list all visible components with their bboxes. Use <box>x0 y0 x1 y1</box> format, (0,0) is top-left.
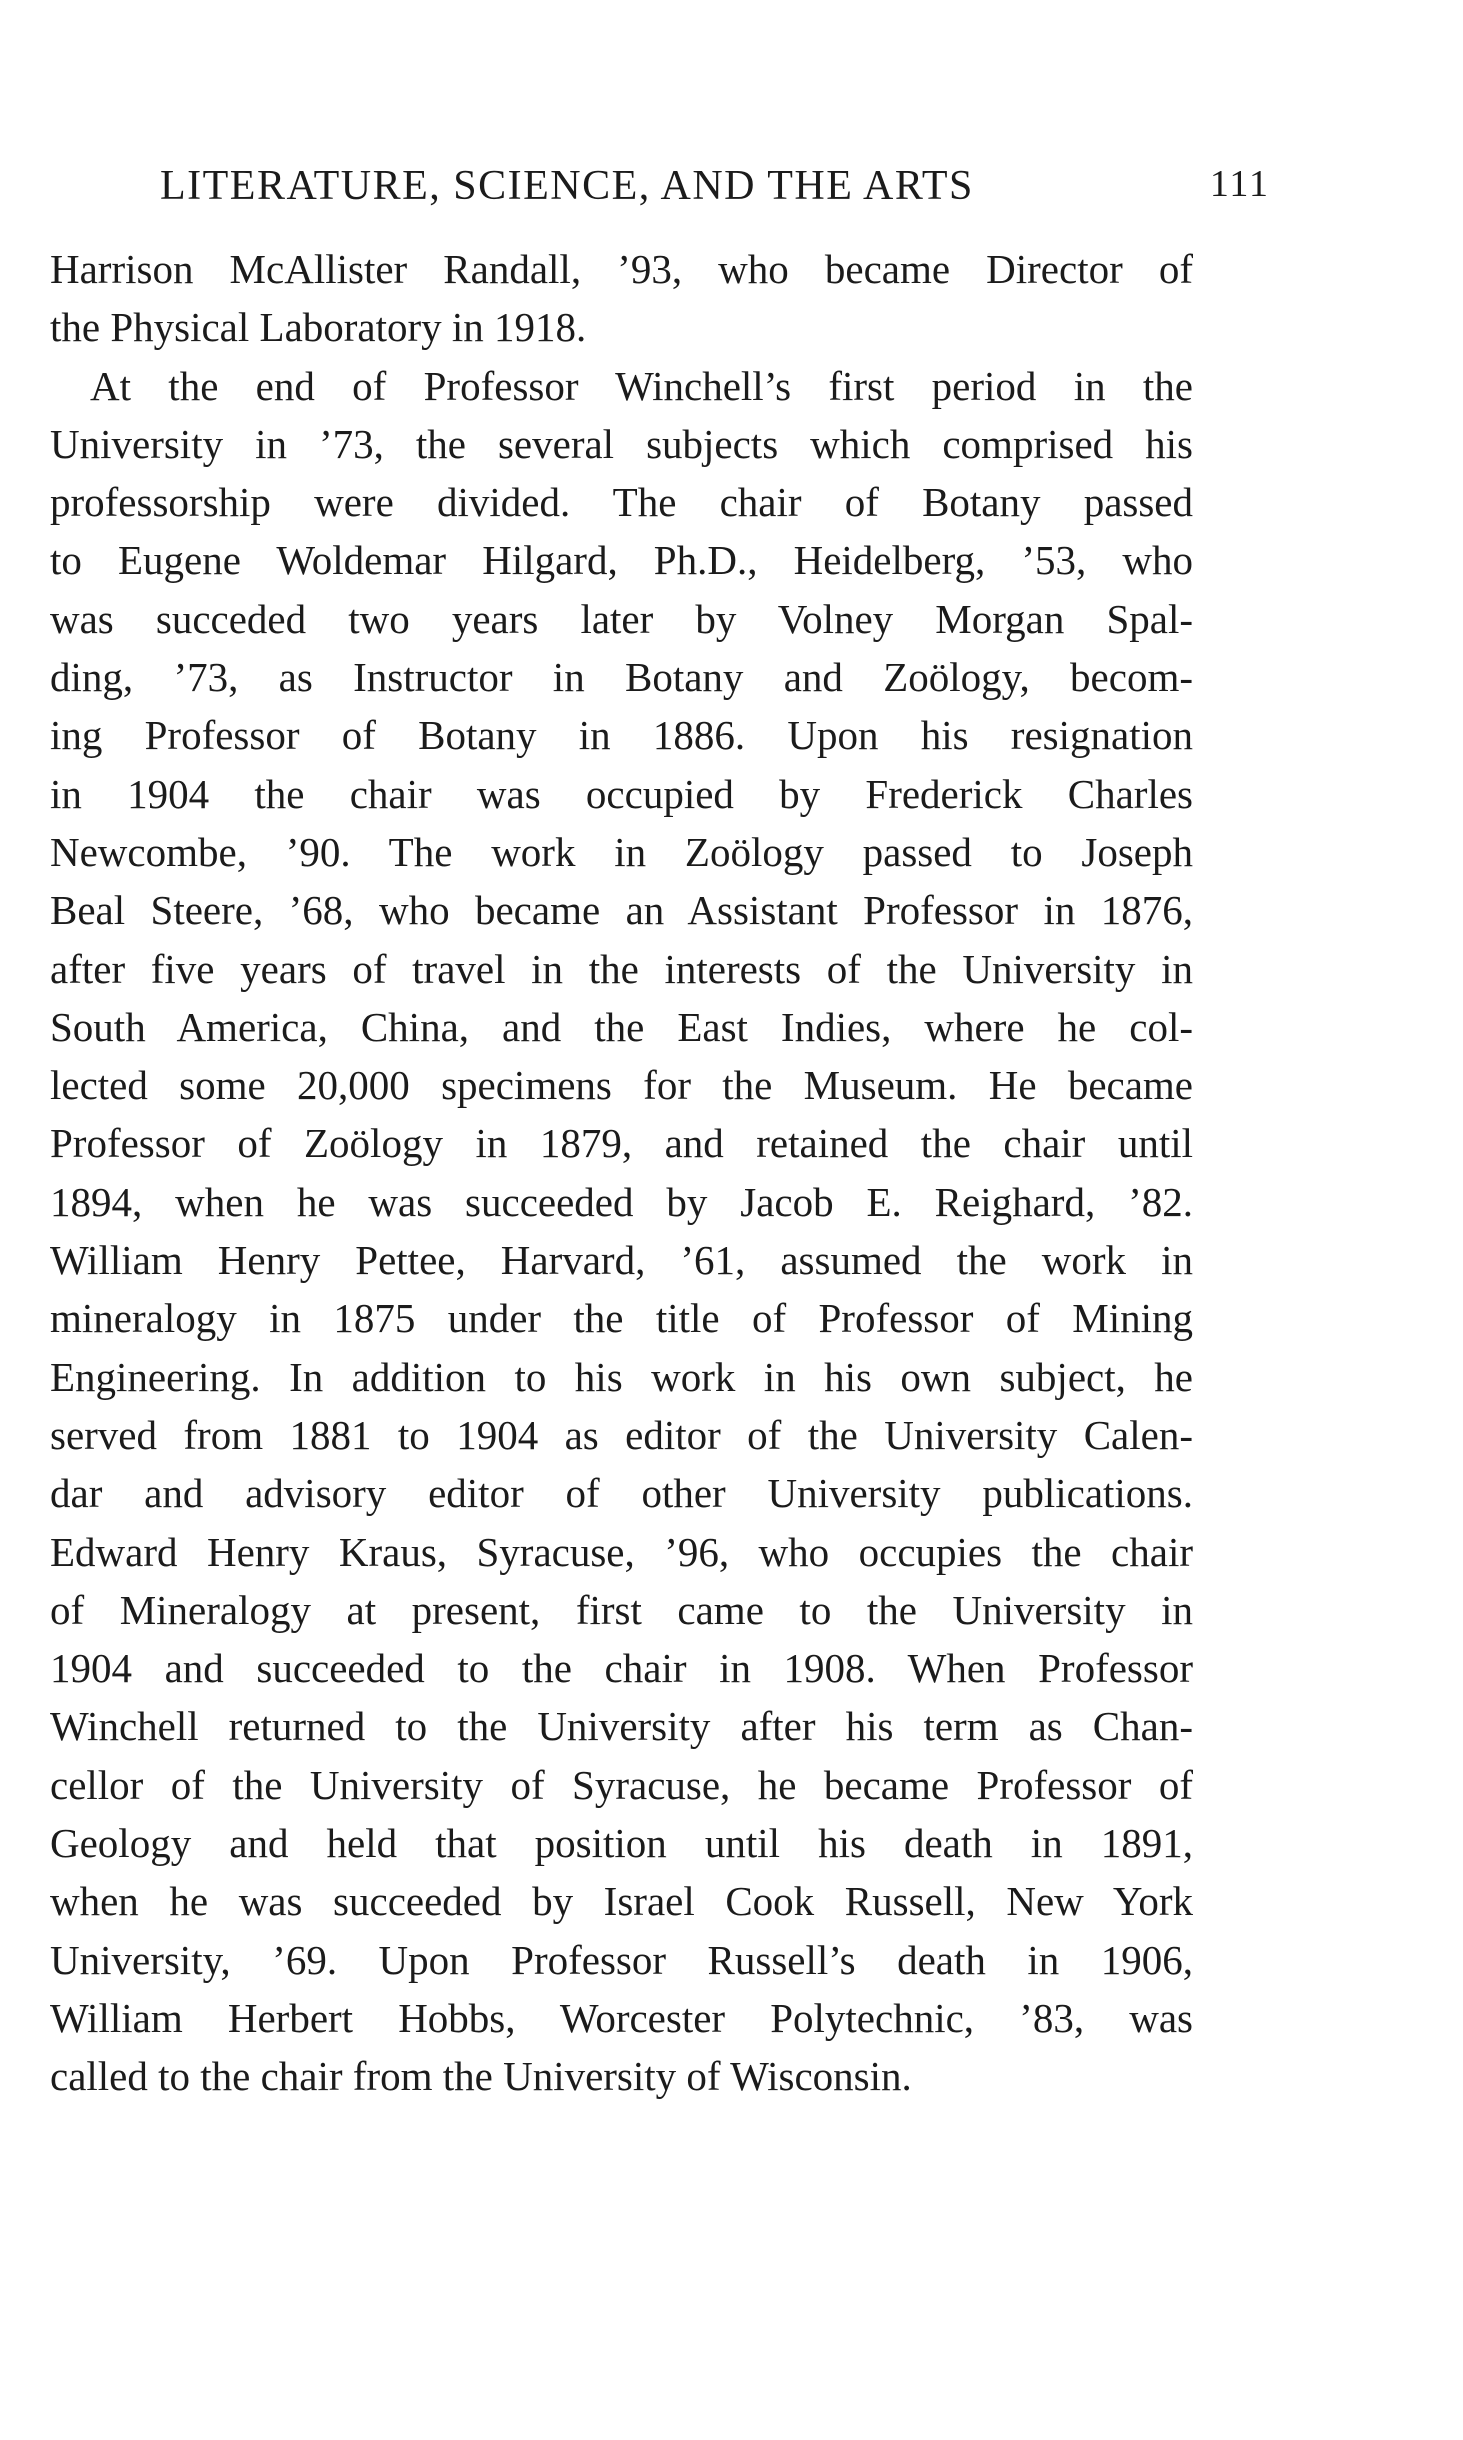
text-line: University, ’69. Upon Professor Russell’s death in 1906, <box>50 1936 1193 1983</box>
text-line: the Physical Laboratory in 1918. <box>50 304 587 351</box>
text-line: ing Professor of Botany in 1886. Upon his resignation <box>50 712 1193 759</box>
text-line: when he was succeeded by Israel Cook Russell, New York <box>50 1878 1193 1925</box>
text-line: Edward Henry Kraus, Syracuse, ’96, who occupies the chair <box>50 1528 1193 1575</box>
page-number: 111 <box>1209 163 1270 205</box>
text-line: was succeded two years later by Volney Morgan Spal- <box>50 595 1193 642</box>
text-line: South America, China, and the East Indies, where he col- <box>50 1003 1193 1050</box>
text-line: mineralogy in 1875 under the title of Professor of Mining <box>50 1295 1193 1342</box>
text-line: of Mineralogy at present, first came to the University in <box>50 1586 1193 1633</box>
text-line: dar and advisory editor of other University publications. <box>50 1470 1193 1517</box>
text-line: ding, ’73, as Instructor in Botany and Zoölogy, becom- <box>50 654 1193 701</box>
text-line: Newcombe, ’90. The work in Zoölogy passed to Joseph <box>50 828 1193 875</box>
text-line: professorship were divided. The chair of Botany passed <box>50 479 1193 526</box>
text-line: William Henry Pettee, Harvard, ’61, assumed the work in <box>50 1237 1193 1284</box>
text-line: lected some 20,000 specimens for the Museum. He became <box>50 1062 1193 1109</box>
text-line: Harrison McAllister Randall, ’93, who became Director of <box>50 246 1193 292</box>
text-line: At the end of Professor Winchell’s first period in the <box>90 362 1193 409</box>
text-line: called to the chair from the University of Wisconsin. <box>50 2053 912 2100</box>
text-line: in 1904 the chair was occupied by Frederick Charles <box>50 770 1193 817</box>
body-text <box>50 240 1193 2106</box>
text-line: Winchell returned to the University after his term as Chan- <box>50 1703 1193 1750</box>
text-line: University in ’73, the several subjects which comprised his <box>50 420 1193 467</box>
text-line: Beal Steere, ’68, who became an Assistant Professor in 1876, <box>50 887 1193 934</box>
text-line: Professor of Zoölogy in 1879, and retained the chair until <box>50 1120 1193 1167</box>
text-line: William Herbert Hobbs, Worcester Polytechnic, ’83, was <box>50 1994 1193 2041</box>
text-line: Geology and held that position until his death in 1891, <box>50 1820 1193 1867</box>
text-line: after five years of travel in the interests of the University in <box>50 945 1193 992</box>
text-line: 1894, when he was succeeded by Jacob E. Reighard, ’82. <box>50 1178 1193 1225</box>
text-line: Engineering. In addition to his work in his own subject, he <box>50 1353 1193 1400</box>
running-title: LITERATURE, SCIENCE, AND THE ARTS <box>160 163 974 209</box>
text-line: cellor of the University of Syracuse, he became Professor of <box>50 1761 1193 1808</box>
text-line: to Eugene Woldemar Hilgard, Ph.D., Heidelberg, ’53, who <box>50 537 1193 584</box>
text-line: 1904 and succeeded to the chair in 1908. When Professor <box>50 1645 1193 1692</box>
running-head <box>160 162 1270 222</box>
text-line: served from 1881 to 1904 as editor of the University Calen- <box>50 1411 1193 1458</box>
